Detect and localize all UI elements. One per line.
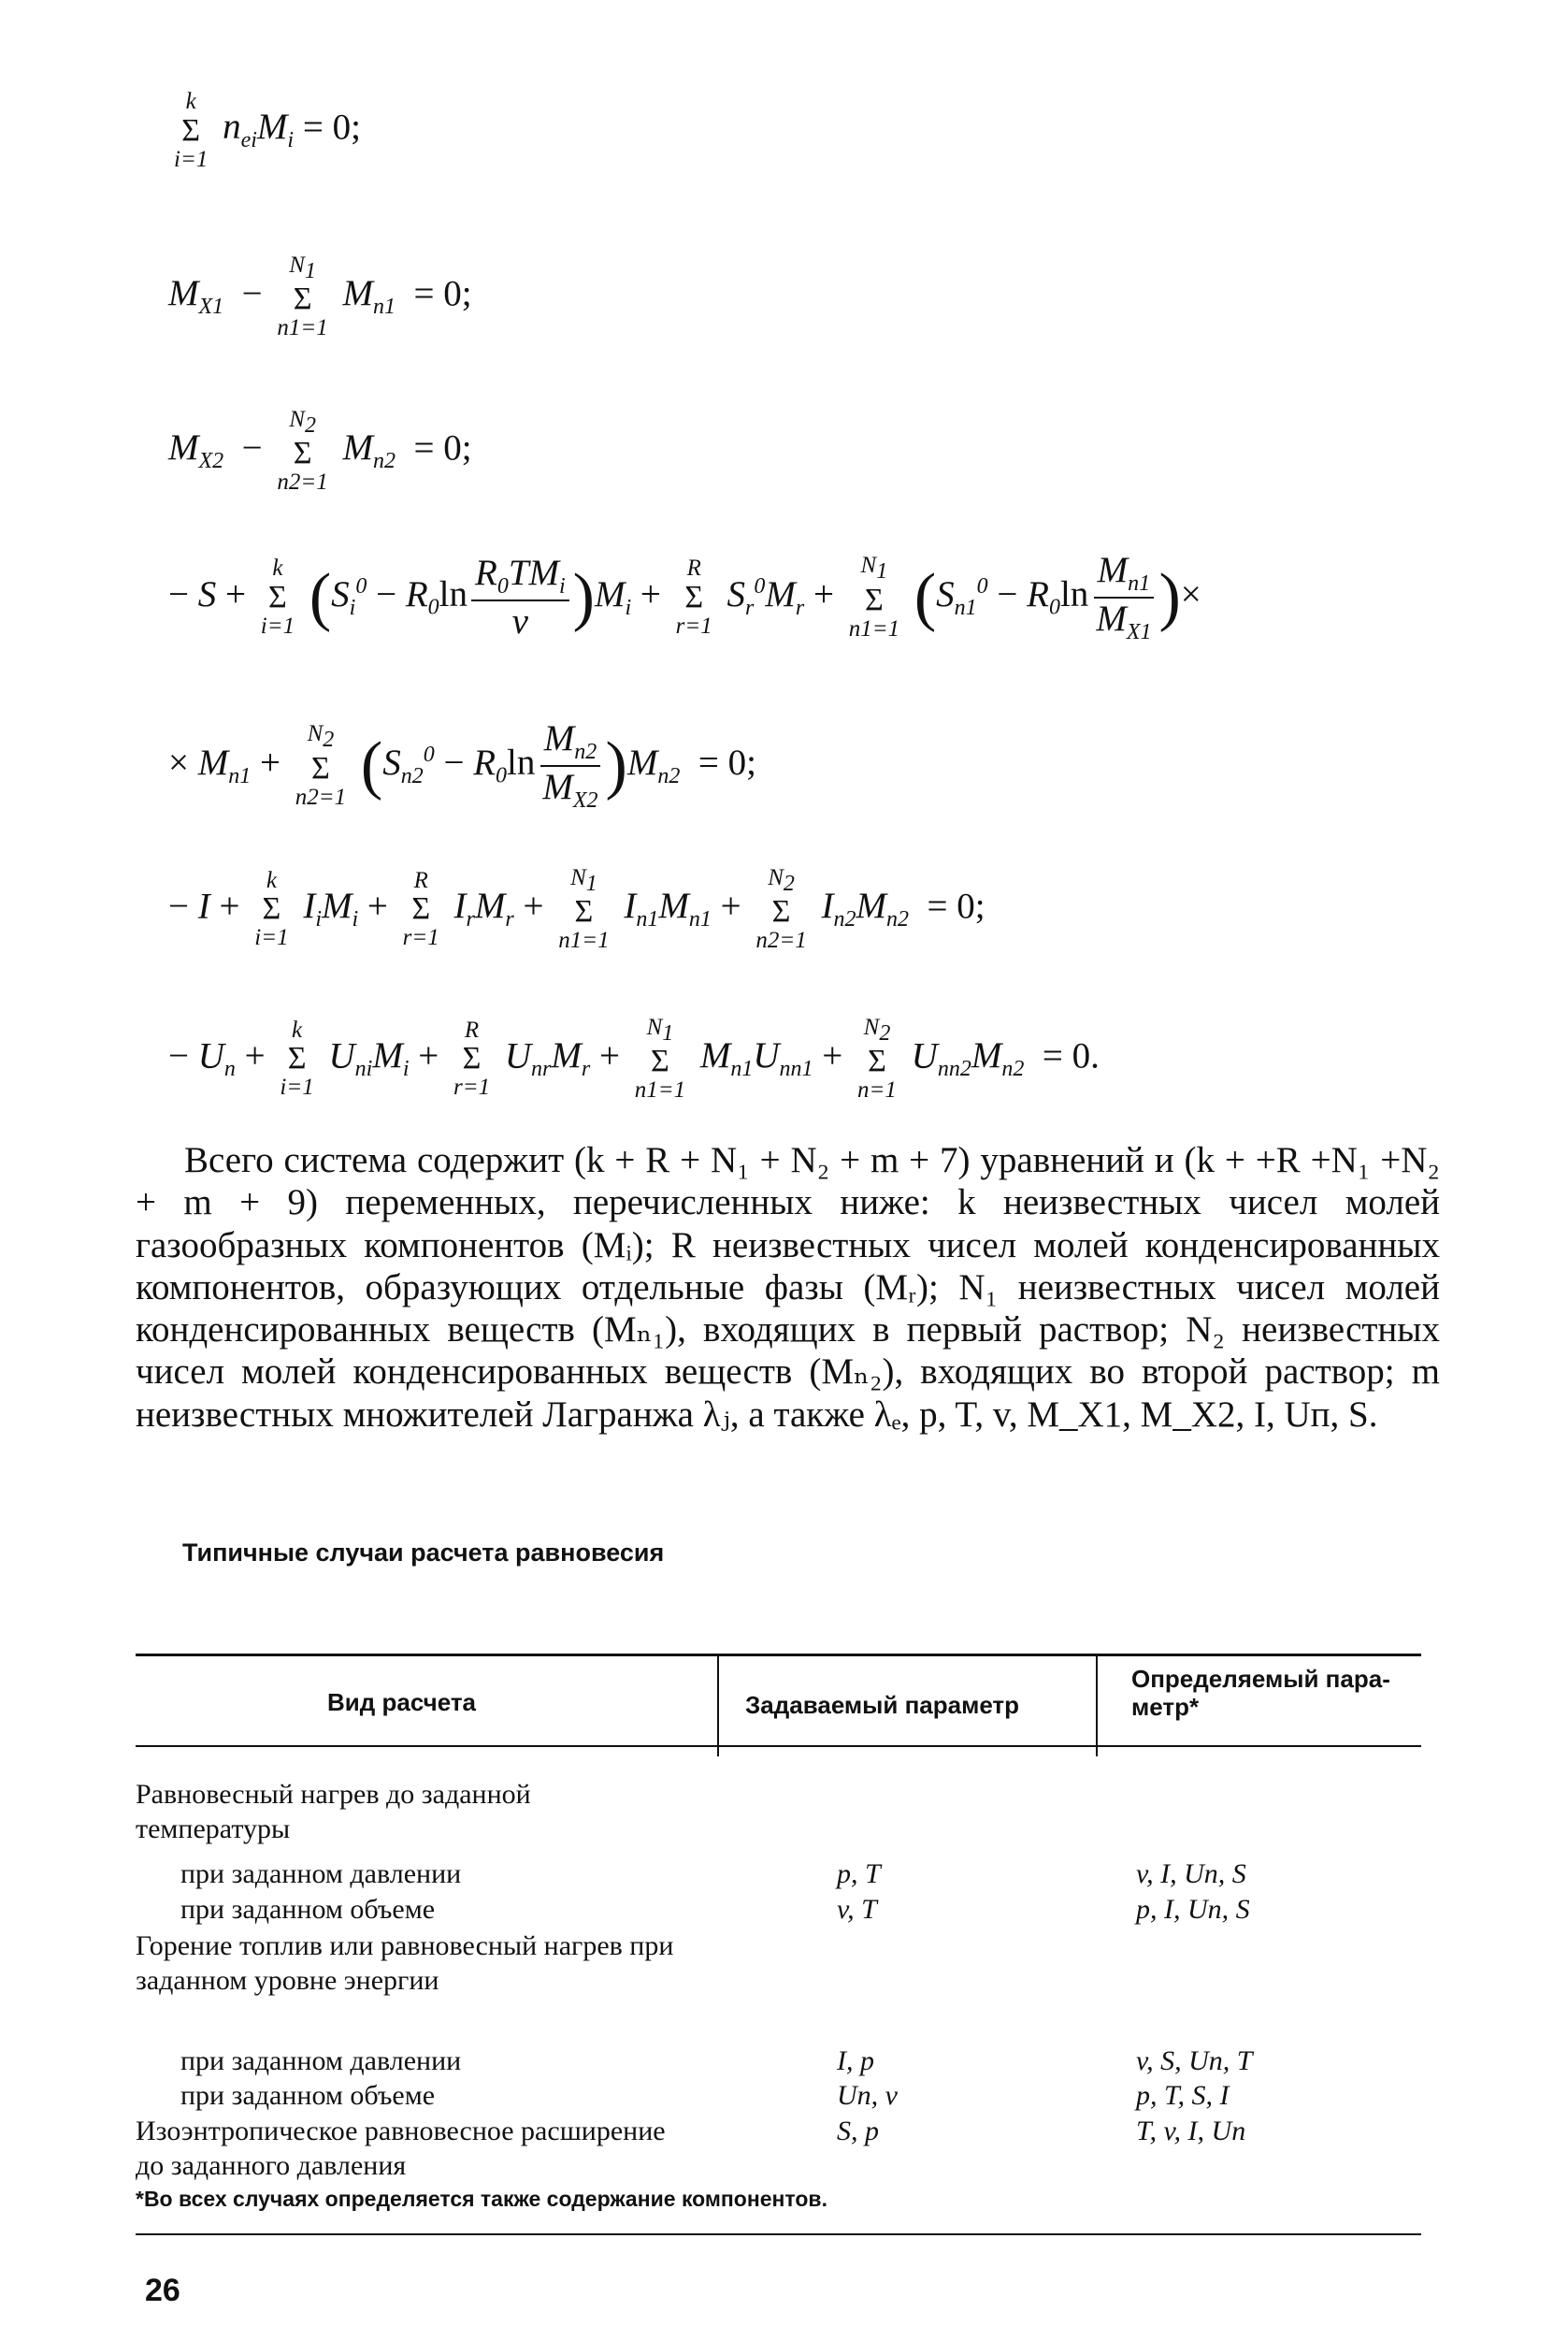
table-row-result: p, T, S, I xyxy=(1136,2080,1230,2111)
table-footnote: *Во всех случаях определяется также содержание компонентов. xyxy=(136,2187,827,2211)
header-col-3: Определяемый пара-метр* xyxy=(1131,1665,1390,1721)
table-row-label: Равновесный нагрев до заданной температуры xyxy=(136,1779,531,1844)
table-row-param: v, T xyxy=(837,1894,877,1925)
table-row-param: I, p xyxy=(837,2045,874,2076)
equation-4: − S + k Σ i=1 ($S_i^0 - R_0\ln$ $\frac{R_0TM_i}{v}$ )$M_i$ + R Σ r=1 $S_r^0M_r$ + $N_1$ Σ n1=1 ($S_{n1}^0 - R_0\ln$ $\frac{M_{n1}}{M_{X1}}$ )× xyxy=(168,550,1201,644)
page-bottom-rule xyxy=(136,2233,1421,2235)
body-paragraph xyxy=(136,1139,1440,1436)
equation-3: $M_{X2}$ − $N_2$ Σ n2=1 $M_{n2} = 0$; xyxy=(168,407,472,496)
equation-7: − $U_п$ + k Σ i=1 $U_{пi}M_i$ + R Σ r=1 $U_{пr}M_r$ + $N_1$ Σ n1=1 $M_{n1}U_{пn1}$ + $N_2$ Σ n=1 $U_{пn2}M_{n2} = 0$. xyxy=(168,1015,1100,1104)
equation-1: k Σ i=1 $n_{ei}M_i = 0$; xyxy=(174,89,361,172)
table-col-divider-1 xyxy=(717,1654,719,1756)
table-col-divider-2 xyxy=(1096,1654,1098,1756)
table-title: Типичные случаи расчета равновесия xyxy=(182,1538,665,1567)
table-row-param: p, T xyxy=(837,1858,881,1889)
table-row-label: при заданном объеме xyxy=(180,1894,436,1925)
table-row-param: S, p xyxy=(837,2116,879,2146)
equation-2: $M_{X1}$ − $N_1$ Σ n1=1 $M_{n1} = 0$; xyxy=(168,253,472,341)
table-top-rule xyxy=(136,1654,1421,1656)
table-header-rule xyxy=(136,1745,1421,1747)
equation-5: × $M_{n1}$ + $N_2$ Σ n2=1 ($S_{n2}^0 - R_0\ln$ $\frac{M_{n2}}{M_{X2}}$ )$M_{n2} = 0$; xyxy=(168,718,756,813)
table-row-result: v, S, Uп, T xyxy=(1136,2045,1253,2076)
header-col-1: Вид расчета xyxy=(327,1688,477,1716)
table-row-label: при заданном давлении xyxy=(180,1858,462,1889)
table-row-result: T, v, I, Uп xyxy=(1136,2116,1246,2146)
table-row-label: при заданном давлении xyxy=(180,2045,462,2076)
table-row-param: Uп, v xyxy=(837,2080,898,2111)
header-col-2: Задаваемый параметр xyxy=(745,1691,1020,1719)
table-row-label: Горение топлив или равновесный нагрев при заданном уровне энергии xyxy=(136,1930,674,1996)
table-row-result: v, I, Uп, S xyxy=(1136,1858,1246,1889)
table-row-result: p, I, Uп, S xyxy=(1136,1894,1250,1925)
table-row-label: при заданном объеме xyxy=(180,2080,436,2111)
page-number: 26 xyxy=(145,2273,180,2308)
equation-6: − I + k Σ i=1 $I_iM_i$ + R Σ r=1 $I_rM_r$ + $N_1$ Σ n1=1 $I_{n1}M_{n1}$ + $N_2$ Σ n2=1 $I_{n2}M_{n2} = 0$; xyxy=(168,865,985,954)
table-row-label: Изоэнтропическое равновесное расширение до заданного давления xyxy=(136,2116,666,2181)
paragraph-text: Всего система содержит (k + R + N₁ + N₂ + m + 7) уравнений и (k + +R +N₁ +N₂ + m + 9) переменных, перечисленных ниже: k неизвестных чисел молей газообразных компонентов (Mᵢ); R неизвестных чисел молей конденсированных компонентов, образующих отдельные фазы (Mᵣ); N₁ неизвестных чисел молей конденсированных веществ (Mₙ₁), входящих в первый раствор; N₂ неизвестных чисел молей конденсированных веществ (Mₙ₂), входящих во второй раствор; m неизвестных множителей Лагранжа λⱼ, а также λₑ, p, T, v, M_X1, M_X2, I, Uп, S. xyxy=(136,1140,1440,1435)
